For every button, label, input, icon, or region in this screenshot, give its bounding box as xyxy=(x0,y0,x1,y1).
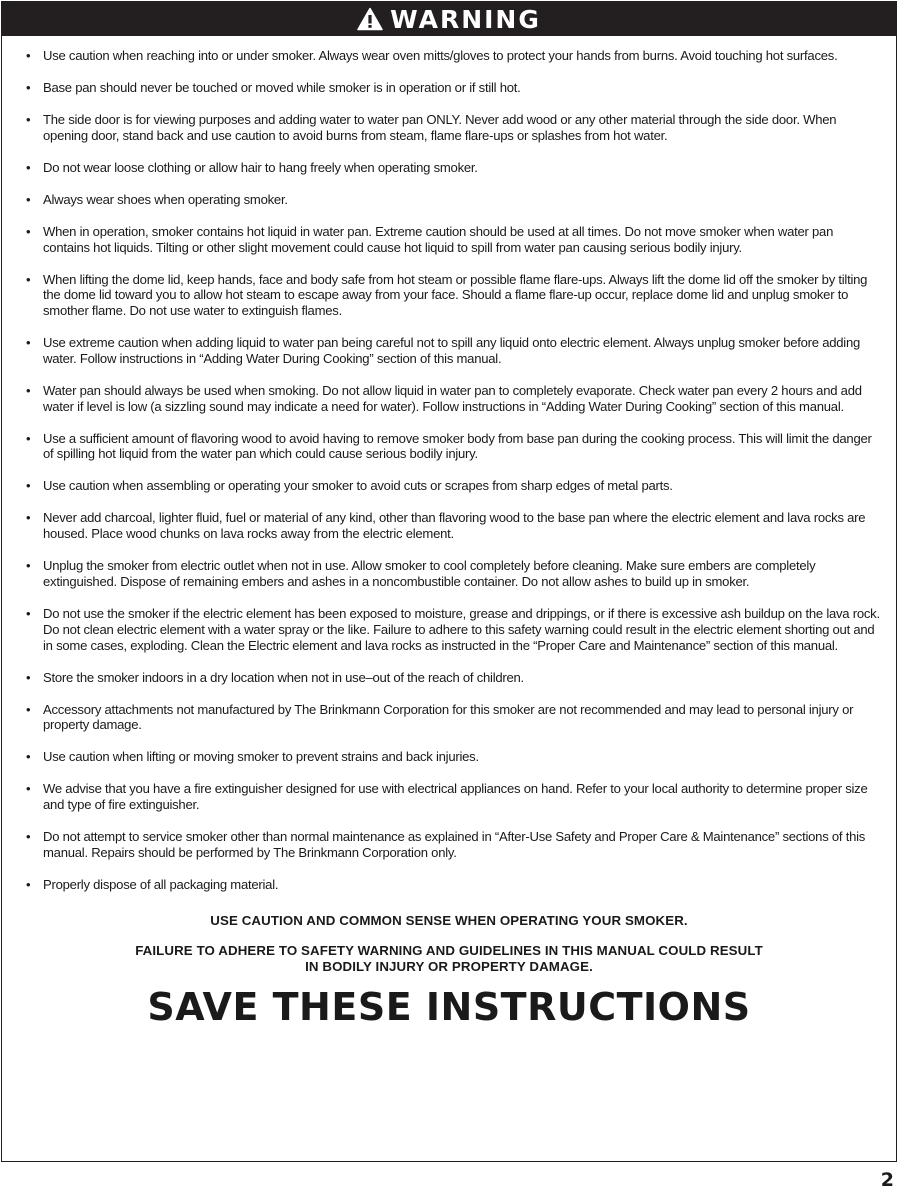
save-instructions-heading: SAVE THESE INSTRUCTIONS xyxy=(147,984,751,1029)
failure-statement-line-1: FAILURE TO ADHERE TO SAFETY WARNING AND GUIDELINES IN THIS MANUAL COULD RESULT xyxy=(135,942,763,958)
warning-item: • Do not use the smoker if the electric element has been exposed to moisture, grease and drippings, or if there is excessive ash buildup on the lava rock. Do not clean electric element with a water spray or the like. Failure to adhere to this safety warning could result in the electric element shorting out and in some cases, exploding. Clean the Electric element and lava rocks as instructed in the “Proper Care and Maintenance” section of this manual. xyxy=(43,606,880,653)
warning-item: • Properly dispose of all packaging material. xyxy=(43,877,880,893)
page-number: 2 xyxy=(880,1169,894,1191)
warning-item: • Use caution when assembling or operating your smoker to avoid cuts or scrapes from sharp edges of metal parts. xyxy=(43,478,880,494)
warning-item: • When in operation, smoker contains hot liquid in water pan. Extreme caution should be used at all times. Do not move smoker when water pan contains hot liquids. Tilting or other slight movement could cause hot liquid to spill from water pan causing serious bodily injury. xyxy=(43,224,880,256)
warning-box xyxy=(1,1,897,1162)
warning-item: • Accessory attachments not manufactured by The Brinkmann Corporation for this smoker are not recommended and may lead to personal injury or property damage. xyxy=(43,702,880,734)
warning-item: • Never add charcoal, lighter fluid, fuel or material of any kind, other than flavoring wood to the base pan where the electric element and lava rocks are housed. Place wood chunks on lava rocks away from the electric element. xyxy=(43,510,880,542)
warning-banner xyxy=(2,2,896,36)
failure-statement xyxy=(2,943,896,975)
warning-item: • Base pan should never be touched or moved while smoker is in operation or if still hot. xyxy=(43,80,880,96)
warning-item: • Use caution when lifting or moving smoker to prevent strains and back injuries. xyxy=(43,749,880,765)
warning-item: • Water pan should always be used when smoking. Do not allow liquid in water pan to completely evaporate. Check water pan every 2 hours and add water if level is low (a sizzling sound may indicate a need for water). Follow instructions in “Adding Water During Cooking” section of this manual. xyxy=(43,383,880,415)
warning-title: WARNING xyxy=(390,4,541,34)
warning-banner-content xyxy=(357,4,541,34)
warning-triangle-icon xyxy=(357,7,383,31)
warning-item: • We advise that you have a fire extinguisher designed for use with electrical appliances on hand. Refer to your local authority to determine proper size and type of fire extinguisher. xyxy=(43,781,880,813)
warning-item: • Store the smoker indoors in a dry location when not in use–out of the reach of children. xyxy=(43,670,880,686)
caution-statement: USE CAUTION AND COMMON SENSE WHEN OPERATING YOUR SMOKER. xyxy=(210,912,688,928)
warning-list xyxy=(2,48,896,893)
failure-statement-line-2: IN BODILY INJURY OR PROPERTY DAMAGE. xyxy=(305,958,593,974)
warning-item: • The side door is for viewing purposes and adding water to water pan ONLY. Never add wood or any other material through the side door. When opening door, stand back and use caution to avoid burns from steam, flame flare-ups or splashes from hot water. xyxy=(43,112,880,144)
warning-item: • Use a sufficient amount of flavoring wood to avoid having to remove smoker body from base pan during the cooking process. This will limit the danger of spilling hot liquid from the water pan which could cause serious bodily injury. xyxy=(43,431,880,463)
warning-item: • Always wear shoes when operating smoker. xyxy=(43,192,880,208)
warning-item: • When lifting the dome lid, keep hands, face and body safe from hot steam or possible flame flare-ups. Always lift the dome lid off the smoker by tilting the dome lid toward you to allow hot steam to escape away from your face. Should a flame flare-up occur, replace dome lid and unplug smoker to smother flame. Do not use water to extinguish flames. xyxy=(43,272,880,319)
warning-item: • Use extreme caution when adding liquid to water pan being careful not to spill any liquid onto electric element. Always unplug smoker before adding water. Follow instructions in “Adding Water During Cooking” section of this manual. xyxy=(43,335,880,367)
warning-item: • Do not attempt to service smoker other than normal maintenance as explained in “After-Use Safety and Proper Care & Maintenance” sections of this manual. Repairs should be performed by The Brinkmann Corporation only. xyxy=(43,829,880,861)
warning-item: • Do not wear loose clothing or allow hair to hang freely when operating smoker. xyxy=(43,160,880,176)
warning-item: • Use caution when reaching into or under smoker. Always wear oven mitts/gloves to protect your hands from burns. Avoid touching hot surfaces. xyxy=(43,48,880,64)
warning-item: • Unplug the smoker from electric outlet when not in use. Allow smoker to cool completely before cleaning. Make sure embers are completely extinguished. Dispose of remaining embers and ashes in a noncombustible container. Do not allow ashes to build up in smoker. xyxy=(43,558,880,590)
